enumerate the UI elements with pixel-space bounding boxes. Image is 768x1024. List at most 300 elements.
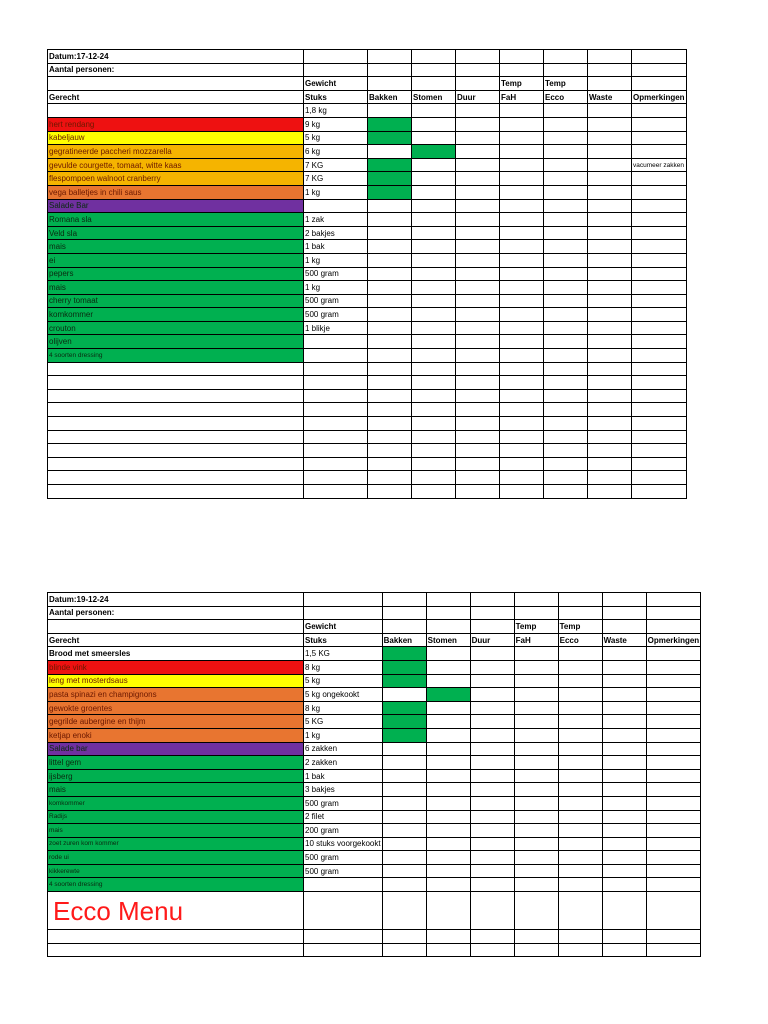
empty-cell[interactable]: [544, 145, 588, 159]
empty-cell[interactable]: [500, 267, 544, 281]
duur-header[interactable]: Duur: [456, 90, 500, 104]
empty-cell[interactable]: [558, 783, 602, 797]
dish-cell[interactable]: littel gem: [48, 756, 304, 770]
empty-cell[interactable]: [544, 199, 588, 213]
opmerkingen-cell[interactable]: [632, 308, 687, 322]
empty-cell[interactable]: [558, 930, 602, 944]
empty-cell[interactable]: [544, 117, 588, 131]
dish-cell[interactable]: [48, 417, 304, 431]
dish-cell[interactable]: ketjap enoki: [48, 728, 304, 742]
opmerkingen-cell[interactable]: [646, 674, 701, 688]
stomen-cell[interactable]: [412, 321, 456, 335]
empty-cell[interactable]: [588, 281, 632, 295]
empty-cell[interactable]: [602, 783, 646, 797]
empty-cell[interactable]: [470, 810, 514, 824]
empty-cell[interactable]: [602, 769, 646, 783]
empty-cell[interactable]: [544, 294, 588, 308]
empty-cell[interactable]: [426, 943, 470, 957]
stomen-cell[interactable]: [426, 824, 470, 838]
stomen-cell[interactable]: [412, 294, 456, 308]
empty-cell[interactable]: [304, 892, 383, 930]
dish-cell[interactable]: mais: [48, 824, 304, 838]
empty-cell[interactable]: [500, 213, 544, 227]
opmerkingen-cell[interactable]: vacumeer zakken: [632, 158, 687, 172]
empty-cell[interactable]: [558, 742, 602, 756]
opmerkingen-cell[interactable]: [632, 240, 687, 254]
bakken-cell[interactable]: [368, 104, 412, 118]
quantity-cell[interactable]: 1 blikje: [304, 321, 368, 335]
bakken-cell[interactable]: [382, 742, 426, 756]
stomen-header[interactable]: Stomen: [426, 633, 470, 647]
empty-cell[interactable]: [456, 444, 500, 458]
stomen-cell[interactable]: [412, 131, 456, 145]
stomen-cell[interactable]: [412, 199, 456, 213]
empty-cell[interactable]: [588, 444, 632, 458]
empty-cell[interactable]: [500, 185, 544, 199]
waste-header[interactable]: Waste: [602, 633, 646, 647]
quantity-cell[interactable]: 3 bakjes: [304, 783, 383, 797]
quantity-cell[interactable]: 1 zak: [304, 213, 368, 227]
empty-cell[interactable]: [588, 308, 632, 322]
stomen-cell[interactable]: [426, 647, 470, 661]
empty-cell[interactable]: [500, 335, 544, 349]
stomen-cell[interactable]: [412, 376, 456, 390]
empty-cell[interactable]: [544, 403, 588, 417]
empty-cell[interactable]: [48, 943, 304, 957]
stomen-cell[interactable]: [426, 810, 470, 824]
empty-cell[interactable]: [456, 321, 500, 335]
bakken-cell[interactable]: [368, 349, 412, 363]
opmerkingen-cell[interactable]: [632, 471, 687, 485]
stomen-cell[interactable]: [412, 349, 456, 363]
stomen-cell[interactable]: [412, 172, 456, 186]
bakken-cell[interactable]: [382, 701, 426, 715]
empty-cell[interactable]: [382, 892, 426, 930]
fah-header[interactable]: FaH: [514, 633, 558, 647]
gewicht-header[interactable]: Gewicht: [304, 620, 383, 634]
dish-cell[interactable]: pepers: [48, 267, 304, 281]
quantity-cell[interactable]: 1,8 kg: [304, 104, 368, 118]
dish-cell[interactable]: rode ui: [48, 851, 304, 865]
bakken-header[interactable]: Bakken: [368, 90, 412, 104]
empty-cell[interactable]: [544, 104, 588, 118]
opmerkingen-cell[interactable]: [646, 688, 701, 702]
dish-cell[interactable]: Brood met smeersles: [48, 647, 304, 661]
empty-cell[interactable]: [470, 688, 514, 702]
quantity-cell[interactable]: 500 gram: [304, 267, 368, 281]
quantity-cell[interactable]: 1 kg: [304, 281, 368, 295]
empty-cell[interactable]: [602, 674, 646, 688]
empty-cell[interactable]: [588, 253, 632, 267]
empty-cell[interactable]: [544, 172, 588, 186]
empty-cell[interactable]: [514, 864, 558, 878]
stomen-cell[interactable]: [412, 213, 456, 227]
opmerkingen-cell[interactable]: [632, 444, 687, 458]
bakken-cell[interactable]: [382, 674, 426, 688]
stomen-cell[interactable]: [412, 253, 456, 267]
quantity-cell[interactable]: 500 gram: [304, 294, 368, 308]
empty-cell[interactable]: [588, 376, 632, 390]
empty-cell[interactable]: [544, 349, 588, 363]
empty-cell[interactable]: [514, 783, 558, 797]
dish-cell[interactable]: [48, 376, 304, 390]
opmerkingen-cell[interactable]: [646, 715, 701, 729]
opmerkingen-cell[interactable]: [632, 213, 687, 227]
bakken-header[interactable]: Bakken: [382, 633, 426, 647]
stomen-cell[interactable]: [412, 444, 456, 458]
bakken-cell[interactable]: [368, 471, 412, 485]
quantity-cell[interactable]: [304, 199, 368, 213]
opmerkingen-cell[interactable]: [646, 647, 701, 661]
empty-cell[interactable]: [304, 943, 383, 957]
dish-cell[interactable]: 4 soorten dressing: [48, 878, 304, 892]
quantity-cell[interactable]: 7 KG: [304, 158, 368, 172]
empty-cell[interactable]: [558, 851, 602, 865]
dish-cell[interactable]: mais: [48, 281, 304, 295]
empty-cell[interactable]: [456, 213, 500, 227]
empty-cell[interactable]: [456, 199, 500, 213]
empty-cell[interactable]: [456, 172, 500, 186]
stomen-cell[interactable]: [426, 688, 470, 702]
empty-cell[interactable]: [456, 294, 500, 308]
dish-cell[interactable]: leng met mosterdsaus: [48, 674, 304, 688]
empty-cell[interactable]: [500, 430, 544, 444]
empty-cell[interactable]: [456, 253, 500, 267]
empty-cell[interactable]: [588, 457, 632, 471]
stuks-header[interactable]: Stuks: [304, 633, 383, 647]
empty-cell[interactable]: [544, 485, 588, 499]
empty-cell[interactable]: [456, 131, 500, 145]
stomen-cell[interactable]: [426, 701, 470, 715]
empty-cell[interactable]: [470, 930, 514, 944]
empty-cell[interactable]: [470, 878, 514, 892]
bakken-cell[interactable]: [382, 715, 426, 729]
bakken-cell[interactable]: [382, 756, 426, 770]
empty-cell[interactable]: [470, 943, 514, 957]
empty-cell[interactable]: [470, 715, 514, 729]
stomen-cell[interactable]: [412, 335, 456, 349]
bakken-cell[interactable]: [368, 240, 412, 254]
empty-cell[interactable]: [500, 349, 544, 363]
stomen-cell[interactable]: [426, 728, 470, 742]
empty-cell[interactable]: [456, 308, 500, 322]
bakken-cell[interactable]: [368, 376, 412, 390]
bakken-cell[interactable]: [368, 485, 412, 499]
empty-cell[interactable]: [544, 158, 588, 172]
empty-cell[interactable]: [456, 185, 500, 199]
empty-cell[interactable]: [514, 742, 558, 756]
opmerkingen-cell[interactable]: [646, 837, 701, 851]
bakken-cell[interactable]: [368, 417, 412, 431]
opmerkingen-cell[interactable]: [646, 769, 701, 783]
quantity-cell[interactable]: [304, 878, 383, 892]
quantity-cell[interactable]: 5 kg: [304, 674, 383, 688]
quantity-cell[interactable]: 10 stuks voorgekookt: [304, 837, 383, 851]
empty-cell[interactable]: [588, 199, 632, 213]
quantity-cell[interactable]: [304, 471, 368, 485]
stomen-cell[interactable]: [412, 117, 456, 131]
empty-cell[interactable]: [588, 485, 632, 499]
empty-cell[interactable]: [500, 104, 544, 118]
temp-ecco-header[interactable]: Temp: [558, 620, 602, 634]
empty-cell[interactable]: [558, 715, 602, 729]
empty-cell[interactable]: [558, 728, 602, 742]
opmerkingen-cell[interactable]: [632, 430, 687, 444]
opmerkingen-cell[interactable]: [632, 417, 687, 431]
opmerkingen-cell[interactable]: [646, 728, 701, 742]
empty-cell[interactable]: [558, 837, 602, 851]
quantity-cell[interactable]: 2 bakjes: [304, 226, 368, 240]
empty-cell[interactable]: [470, 837, 514, 851]
bakken-cell[interactable]: [368, 185, 412, 199]
empty-cell[interactable]: [514, 810, 558, 824]
opmerkingen-header[interactable]: Opmerkingen: [646, 633, 701, 647]
empty-cell[interactable]: [602, 796, 646, 810]
bakken-cell[interactable]: [368, 430, 412, 444]
quantity-cell[interactable]: [304, 457, 368, 471]
empty-cell[interactable]: [426, 930, 470, 944]
empty-cell[interactable]: [500, 362, 544, 376]
opmerkingen-cell[interactable]: [632, 294, 687, 308]
opmerkingen-cell[interactable]: [632, 117, 687, 131]
bakken-cell[interactable]: [368, 294, 412, 308]
empty-cell[interactable]: [470, 864, 514, 878]
opmerkingen-cell[interactable]: [632, 185, 687, 199]
dish-cell[interactable]: komkommer: [48, 308, 304, 322]
dish-cell[interactable]: [48, 389, 304, 403]
opmerkingen-cell[interactable]: [632, 335, 687, 349]
empty-cell[interactable]: [544, 213, 588, 227]
empty-cell[interactable]: [602, 715, 646, 729]
bakken-cell[interactable]: [368, 389, 412, 403]
bakken-cell[interactable]: [368, 335, 412, 349]
empty-cell[interactable]: [558, 701, 602, 715]
opmerkingen-cell[interactable]: [632, 172, 687, 186]
dish-cell[interactable]: flespompoen walnoot cranberry: [48, 172, 304, 186]
dish-cell[interactable]: [48, 362, 304, 376]
empty-cell[interactable]: [588, 335, 632, 349]
empty-cell[interactable]: [602, 742, 646, 756]
empty-cell[interactable]: [470, 728, 514, 742]
opmerkingen-cell[interactable]: [646, 810, 701, 824]
bakken-cell[interactable]: [382, 783, 426, 797]
empty-cell[interactable]: [602, 647, 646, 661]
empty-cell[interactable]: [588, 172, 632, 186]
bakken-cell[interactable]: [368, 321, 412, 335]
empty-cell[interactable]: [588, 294, 632, 308]
empty-cell[interactable]: [514, 851, 558, 865]
empty-cell[interactable]: [602, 824, 646, 838]
quantity-cell[interactable]: [304, 349, 368, 363]
dish-cell[interactable]: gegrilde aubergine en thijm: [48, 715, 304, 729]
empty-cell[interactable]: [558, 647, 602, 661]
quantity-cell[interactable]: [304, 430, 368, 444]
empty-cell[interactable]: [588, 471, 632, 485]
bakken-cell[interactable]: [382, 864, 426, 878]
aantal-personen-label[interactable]: Aantal personen:: [48, 606, 304, 620]
empty-cell[interactable]: [500, 240, 544, 254]
bakken-cell[interactable]: [368, 267, 412, 281]
empty-cell[interactable]: [544, 457, 588, 471]
dish-cell[interactable]: zoet zuren kom kommer: [48, 837, 304, 851]
empty-cell[interactable]: [558, 824, 602, 838]
opmerkingen-cell[interactable]: [632, 403, 687, 417]
opmerkingen-cell[interactable]: [646, 783, 701, 797]
bakken-cell[interactable]: [368, 226, 412, 240]
dish-cell[interactable]: komkommer: [48, 796, 304, 810]
empty-cell[interactable]: [558, 878, 602, 892]
empty-cell[interactable]: [470, 756, 514, 770]
empty-cell[interactable]: [456, 267, 500, 281]
empty-cell[interactable]: [544, 321, 588, 335]
quantity-cell[interactable]: 500 gram: [304, 796, 383, 810]
quantity-cell[interactable]: 5 kg ongekookt: [304, 688, 383, 702]
dish-cell[interactable]: mais: [48, 240, 304, 254]
opmerkingen-cell[interactable]: [646, 756, 701, 770]
empty-cell[interactable]: [426, 892, 470, 930]
stomen-cell[interactable]: [412, 403, 456, 417]
opmerkingen-cell[interactable]: [632, 362, 687, 376]
empty-cell[interactable]: [514, 674, 558, 688]
opmerkingen-cell[interactable]: [646, 796, 701, 810]
empty-cell[interactable]: [500, 145, 544, 159]
dish-cell[interactable]: [48, 485, 304, 499]
empty-cell[interactable]: [588, 117, 632, 131]
empty-cell[interactable]: [514, 930, 558, 944]
empty-cell[interactable]: [470, 674, 514, 688]
bakken-cell[interactable]: [382, 796, 426, 810]
empty-cell[interactable]: [544, 131, 588, 145]
empty-cell[interactable]: [470, 824, 514, 838]
dish-cell[interactable]: [48, 403, 304, 417]
ecco-header[interactable]: Ecco: [558, 633, 602, 647]
empty-cell[interactable]: [588, 417, 632, 431]
stomen-cell[interactable]: [412, 145, 456, 159]
empty-cell[interactable]: [588, 362, 632, 376]
dish-cell[interactable]: Salade Bar: [48, 199, 304, 213]
empty-cell[interactable]: [48, 930, 304, 944]
bakken-cell[interactable]: [368, 131, 412, 145]
bakken-cell[interactable]: [368, 403, 412, 417]
quantity-cell[interactable]: [304, 444, 368, 458]
empty-cell[interactable]: [588, 403, 632, 417]
quantity-cell[interactable]: 5 kg: [304, 131, 368, 145]
waste-header[interactable]: Waste: [588, 90, 632, 104]
stomen-cell[interactable]: [412, 158, 456, 172]
stomen-cell[interactable]: [412, 485, 456, 499]
empty-cell[interactable]: [500, 172, 544, 186]
empty-cell[interactable]: [588, 104, 632, 118]
dish-cell[interactable]: kikkerewte: [48, 864, 304, 878]
dish-cell[interactable]: olijven: [48, 335, 304, 349]
empty-cell[interactable]: [456, 335, 500, 349]
opmerkingen-cell[interactable]: [646, 824, 701, 838]
empty-cell[interactable]: [588, 267, 632, 281]
temp-fah-header[interactable]: Temp: [514, 620, 558, 634]
stomen-cell[interactable]: [426, 674, 470, 688]
quantity-cell[interactable]: 1 kg: [304, 728, 383, 742]
quantity-cell[interactable]: [304, 417, 368, 431]
quantity-cell[interactable]: [304, 335, 368, 349]
dish-cell[interactable]: pasta spinazi en champignons: [48, 688, 304, 702]
bakken-cell[interactable]: [368, 281, 412, 295]
empty-cell[interactable]: [514, 728, 558, 742]
stomen-cell[interactable]: [426, 837, 470, 851]
quantity-cell[interactable]: 500 gram: [304, 851, 383, 865]
empty-cell[interactable]: [646, 930, 701, 944]
empty-cell[interactable]: [470, 647, 514, 661]
quantity-cell[interactable]: 6 zakken: [304, 742, 383, 756]
dish-cell[interactable]: 4 soorten dressing: [48, 349, 304, 363]
bakken-cell[interactable]: [368, 172, 412, 186]
empty-cell[interactable]: [646, 943, 701, 957]
empty-cell[interactable]: [544, 417, 588, 431]
empty-cell[interactable]: [514, 837, 558, 851]
gewicht-header[interactable]: Gewicht: [304, 77, 368, 91]
bakken-cell[interactable]: [382, 728, 426, 742]
gerecht-header[interactable]: Gerecht: [48, 90, 304, 104]
empty-cell[interactable]: [470, 701, 514, 715]
dish-cell[interactable]: Veld sla: [48, 226, 304, 240]
empty-cell[interactable]: [544, 281, 588, 295]
bakken-cell[interactable]: [368, 308, 412, 322]
empty-cell[interactable]: [500, 199, 544, 213]
stomen-cell[interactable]: [426, 851, 470, 865]
ecco-header[interactable]: Ecco: [544, 90, 588, 104]
stomen-cell[interactable]: [412, 362, 456, 376]
stomen-cell[interactable]: [426, 742, 470, 756]
stomen-cell[interactable]: [412, 240, 456, 254]
empty-cell[interactable]: [588, 226, 632, 240]
empty-cell[interactable]: [500, 281, 544, 295]
stomen-cell[interactable]: [426, 756, 470, 770]
quantity-cell[interactable]: [304, 362, 368, 376]
quantity-cell[interactable]: 500 gram: [304, 308, 368, 322]
opmerkingen-cell[interactable]: [646, 851, 701, 865]
empty-cell[interactable]: [470, 660, 514, 674]
opmerkingen-cell[interactable]: [632, 485, 687, 499]
empty-cell[interactable]: [558, 756, 602, 770]
empty-cell[interactable]: [602, 878, 646, 892]
empty-cell[interactable]: [588, 389, 632, 403]
stomen-cell[interactable]: [412, 417, 456, 431]
stomen-header[interactable]: Stomen: [412, 90, 456, 104]
quantity-cell[interactable]: 2 zakken: [304, 756, 383, 770]
empty-cell[interactable]: [456, 471, 500, 485]
empty-cell[interactable]: [544, 253, 588, 267]
dish-cell[interactable]: Salade bar: [48, 742, 304, 756]
empty-cell[interactable]: [514, 878, 558, 892]
opmerkingen-cell[interactable]: [632, 253, 687, 267]
opmerkingen-cell[interactable]: [632, 457, 687, 471]
empty-cell[interactable]: [500, 471, 544, 485]
opmerkingen-cell[interactable]: [632, 131, 687, 145]
empty-cell[interactable]: [514, 824, 558, 838]
empty-cell[interactable]: [602, 943, 646, 957]
opmerkingen-cell[interactable]: [646, 660, 701, 674]
empty-cell[interactable]: [500, 294, 544, 308]
empty-cell[interactable]: [500, 417, 544, 431]
bakken-cell[interactable]: [382, 810, 426, 824]
dish-cell[interactable]: [48, 430, 304, 444]
stomen-cell[interactable]: [412, 457, 456, 471]
fah-header[interactable]: FaH: [500, 90, 544, 104]
empty-cell[interactable]: [470, 742, 514, 756]
empty-cell[interactable]: [500, 403, 544, 417]
empty-cell[interactable]: [544, 185, 588, 199]
empty-cell[interactable]: [456, 226, 500, 240]
empty-cell[interactable]: [558, 892, 602, 930]
